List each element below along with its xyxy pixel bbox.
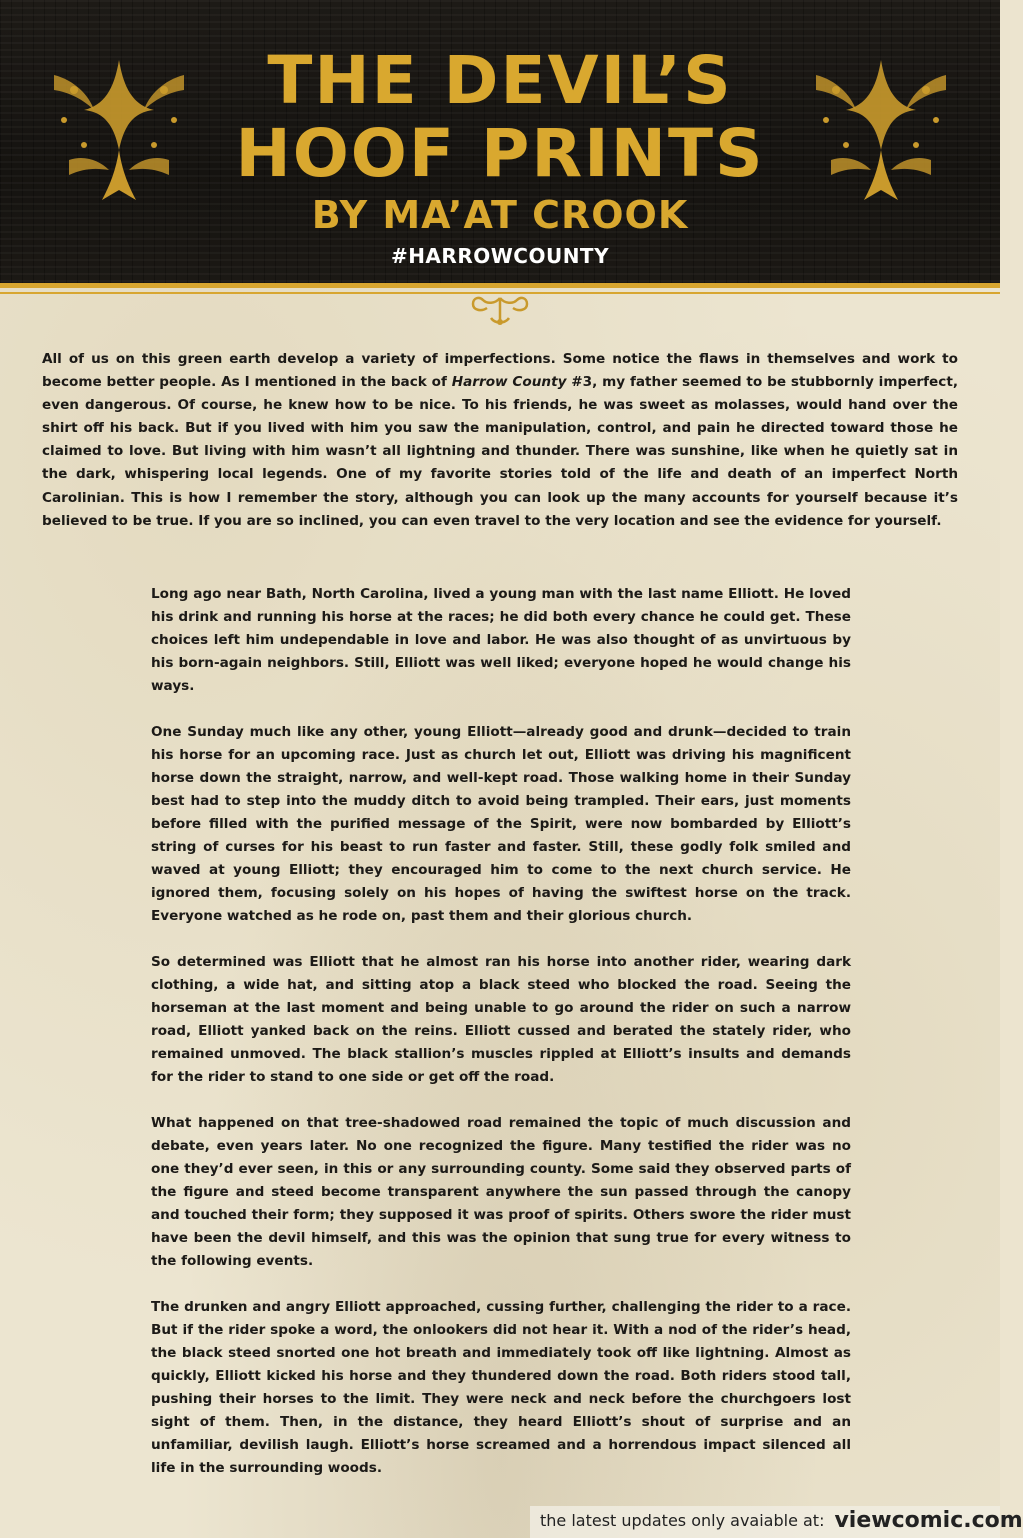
intro-paragraph — [42, 348, 958, 533]
author-byline: BY MA’AT CROOK — [311, 193, 689, 237]
intro-text-start: All of us on this green earth develop a variety of imperfections. Some notice the flaws in themselves and work to become better people. As I mentioned in the back of — [42, 351, 958, 391]
flourish-ornament-icon — [465, 294, 535, 326]
story-body — [151, 583, 851, 1503]
intro-text-end: #3, my father seemed to be stubbornly imperfect, even dangerous. Of course, he knew how to be nice. To his friends, he was sweet as molasses, would hand over the shirt off his back. But if you lived with him you saw the manipulation, control, and pain he directed toward those he claimed to love. But living with him wasn’t all lightning and thunder. There was sunshine, like when he quietly sat in the dark, whispering local legends. One of my favorite stories told of the life and death of an imperfect North Carolinian. This is how I remember the story, although you can look up the many accounts for yourself because it’s believed to be true. If you are so inclined, you can even travel to the very location and see the evidence for yourself. — [42, 374, 958, 529]
footer-watermark — [540, 1508, 1023, 1536]
footer-text: the latest updates only avaiable at: — [540, 1511, 825, 1530]
story-paragraph: Long ago near Bath, North Carolina, lived a young man with the last name Elliott. He loved his drink and running his horse at the races; he did both every chance he could get. These choices left him undependable in love and labor. He was also thought of as unvirtuous by his born-again neighbors. Still, Elliott was well liked; everyone hoped he would change his ways. — [151, 586, 851, 694]
hashtag: #HARROWCOUNTY — [390, 244, 610, 268]
gold-divider — [0, 283, 1000, 288]
header-banner — [0, 0, 1000, 283]
footer-site-link[interactable]: viewcomic.com — [834, 1508, 1023, 1533]
story-paragraph: What happened on that tree-shadowed road remained the topic of much discussion and debate, even years later. No one recognized the figure. Many testified the rider was no one they’d ever seen, in this or any surrounding county. Some said they observed parts of the figure and steed become transparent anywhere the sun passed through the canopy and touched their form; they supposed it was proof of spirits. Others swore the rider must have been the devil himself, and this was the opinion that sung true for every witness to the following events. — [151, 1115, 851, 1269]
title-line-1: THE DEVIL’S — [267, 42, 733, 119]
story-paragraph: The drunken and angry Elliott approached, cussing further, challenging the rider to a race. But if the rider spoke a word, the onlookers did not hear it. With a nod of the rider’s head, the black steed snorted one hot breath and immediately took off like lightning. Almost as quickly, Elliott kicked his horse and they thundered down the road. Both riders stood tall, pushing their horses to the limit. They were neck and neck before the churchgoers lost sight of them. Then, in the distance, they heard Elliott’s shout of surprise and an unfamiliar, devilish laugh. Elliott’s horse screamed and a horrendous impact silenced all life in the surrounding woods. — [151, 1299, 851, 1476]
title-line-2: HOOF PRINTS — [235, 115, 765, 192]
story-paragraph: So determined was Elliott that he almost ran his horse into another rider, wearing dark clothing, a wide hat, and sitting atop a black steed who blocked the road. Seeing the horseman at the last moment and being unable to go around the rider on such a narrow road, Elliott yanked back on the reins. Elliott cussed and berated the stately rider, who remained unmoved. The black stallion’s muscles rippled at Elliott’s insults and demands for the rider to stand to one side or get off the road. — [151, 954, 851, 1085]
story-paragraph: One Sunday much like any other, young Elliott—already good and drunk—decided to train his horse for an upcoming race. Just as church let out, Elliott was driving his magnificent horse down the straight, narrow, and well-kept road. Those walking home in their Sunday best had to step into the muddy ditch to avoid being trampled. Their ears, just moments before filled with the purified message of the Spirit, were now bombarded by Elliott’s string of curses for his beast to run faster and faster. Still, these godly folk smiled and waved at young Elliott; they encouraged him to come to the next church service. He ignored them, focusing solely on his hopes of having the swiftest horse on the track. Everyone watched as he rode on, past them and their glorious church. — [151, 724, 851, 924]
intro-italic-title: Harrow County — [451, 374, 567, 391]
